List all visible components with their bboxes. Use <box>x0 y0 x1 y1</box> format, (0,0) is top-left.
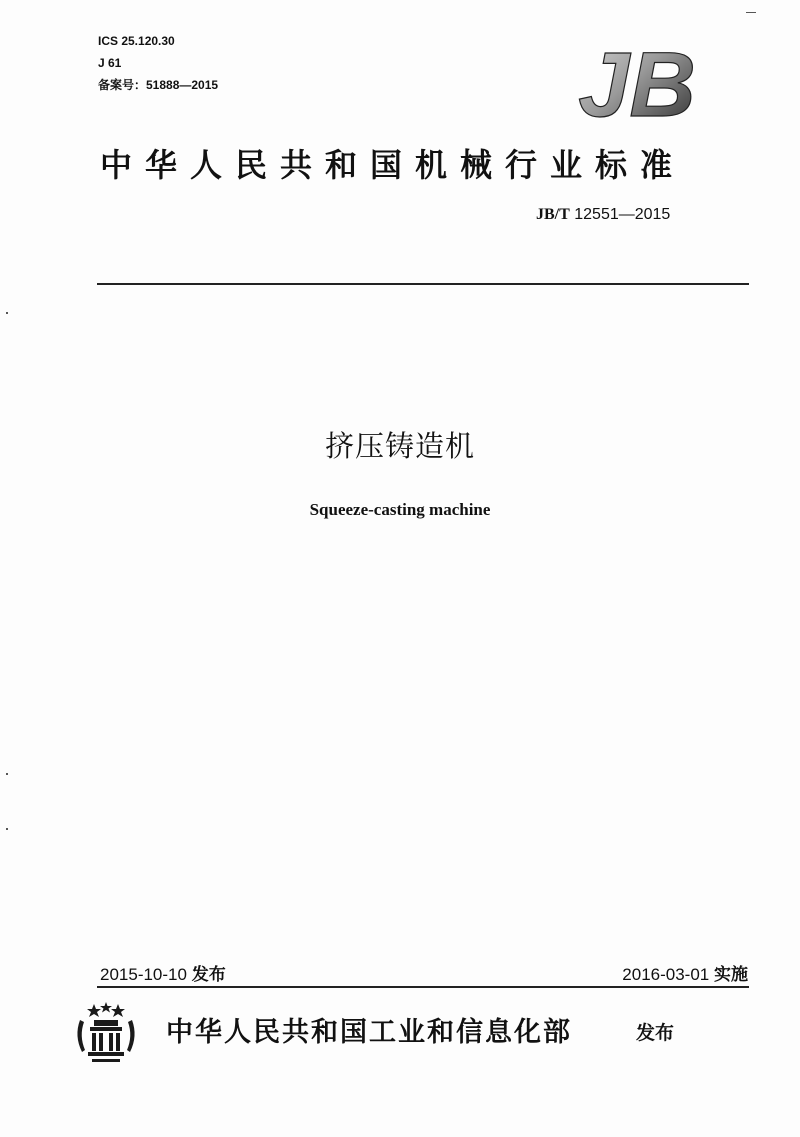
publisher-name: 中华人民共和国工业和信息化部 <box>166 1017 572 1048</box>
scan-speck <box>6 773 8 775</box>
jb-logo <box>562 42 712 122</box>
publisher-label: 发布 <box>636 1022 675 1044</box>
standard-number-prefix: JB/T <box>536 206 570 223</box>
class-code: J 61 <box>98 56 122 70</box>
effective-date: 2016-03-01 <box>622 965 710 984</box>
issue-label: 发布 <box>191 965 226 985</box>
issuing-body-title: 中华人民共和国机械行业标准 <box>100 146 686 184</box>
scan-speck <box>6 312 8 314</box>
scan-speck <box>746 12 756 13</box>
filing-number: 备案号：51888—2015 <box>98 78 219 92</box>
ministry-emblem-icon <box>72 1000 140 1066</box>
effective-label: 实施 <box>714 965 748 985</box>
standard-number <box>536 206 670 224</box>
standard-title-chinese: 挤压铸造机 <box>324 429 475 463</box>
issue-date-line <box>100 960 226 985</box>
classification-block <box>98 30 218 96</box>
bottom-divider <box>97 986 749 988</box>
standard-number-value: 12551—2015 <box>569 206 671 223</box>
ics-code: ICS 25.120.30 <box>98 34 175 48</box>
jb-logo-text: JB <box>578 42 696 122</box>
effective-date-line <box>622 960 748 985</box>
issue-date: 2015-10-10 <box>100 965 187 984</box>
scan-speck <box>6 828 8 830</box>
standard-title-english: Squeeze-casting machine <box>309 500 491 519</box>
top-divider <box>97 283 749 285</box>
